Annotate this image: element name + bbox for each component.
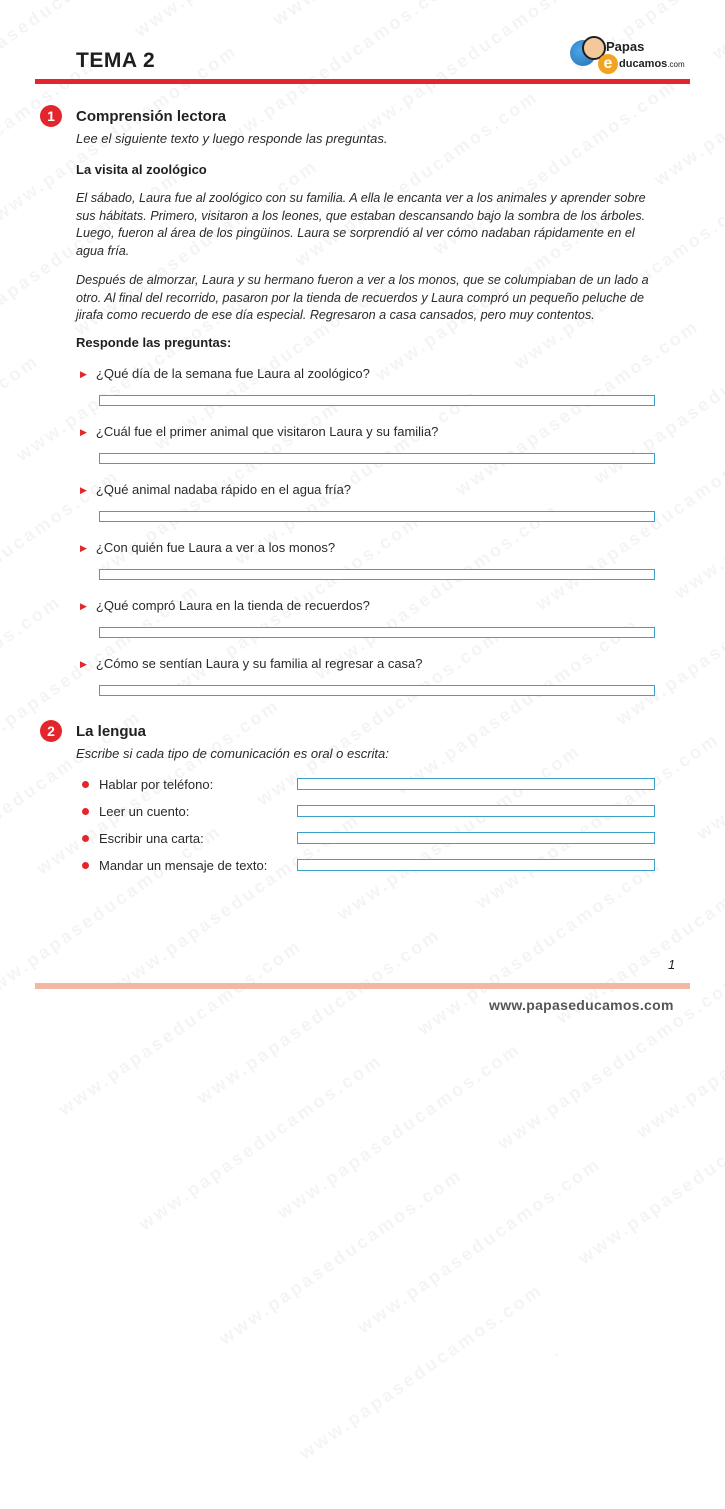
answer-field-5[interactable]	[99, 627, 655, 638]
story-paragraph-1: El sábado, Laura fue al zoológico con su familia. A ella le encanta ver a los animales y aprender sobre sus hábitats. Primero, visitaron a los leones, que estaban descansando bajo la sombra de los árboles. Luego, fueron al área de los pingüinos. Laura se sorprendió al ver cómo nadaban rápidamente en el agua fría.	[76, 191, 646, 258]
triangle-bullet-icon: ▶	[80, 659, 87, 669]
list-item-cuento	[82, 804, 189, 819]
section-number-1: 1	[40, 105, 62, 127]
triangle-bullet-icon: ▶	[80, 601, 87, 611]
list-item-label: Hablar por teléfono:	[99, 777, 214, 792]
story-title: La visita al zoológico	[76, 162, 207, 177]
question-text: ¿Con quién fue Laura a ver a los monos?	[95, 540, 336, 555]
list-item-mensaje	[82, 858, 267, 873]
question-text: ¿Qué compró Laura en la tienda de recuerdos?	[95, 598, 370, 613]
section-title-lengua: La lengua	[76, 723, 147, 740]
header-divider	[35, 79, 690, 84]
logo-com-suffix: .com	[667, 60, 685, 69]
question-text: ¿Qué día de la semana fue Laura al zoológico?	[95, 366, 370, 381]
triangle-bullet-icon: ▶	[80, 543, 87, 553]
footer-url-link[interactable]: www.papaseducamos.com	[489, 997, 674, 1013]
oral-escrita-field-3[interactable]	[297, 832, 655, 844]
section2-instruction: Escribe si cada tipo de comunicación es oral o escrita:	[76, 746, 389, 761]
list-item-label: Leer un cuento:	[99, 804, 190, 819]
questions-heading: Responde las preguntas:	[76, 335, 232, 350]
question-text: ¿Cómo se sentían Laura y su familia al regresar a casa?	[95, 656, 423, 671]
answer-field-3[interactable]	[99, 511, 655, 522]
list-item-label: Escribir una carta:	[99, 831, 204, 846]
logo-e-badge: e	[598, 54, 618, 74]
red-dot-icon	[82, 835, 89, 842]
question-1	[80, 366, 370, 381]
page-title: TEMA 2	[76, 49, 156, 72]
list-item-telefono	[82, 777, 213, 792]
question-6	[80, 656, 423, 671]
answer-field-4[interactable]	[99, 569, 655, 580]
answer-field-1[interactable]	[99, 395, 655, 406]
question-text: ¿Qué animal nadaba rápido en el agua fría?	[95, 482, 352, 497]
list-item-carta	[82, 831, 204, 846]
answer-field-2[interactable]	[99, 453, 655, 464]
page-number: 1	[668, 957, 676, 972]
red-dot-icon	[82, 781, 89, 788]
section-title-comprension: Comprensión lectora	[76, 108, 227, 125]
question-5	[80, 598, 370, 613]
answer-field-6[interactable]	[99, 685, 655, 696]
question-3	[80, 482, 351, 497]
section-number-2: 2	[40, 720, 62, 742]
red-dot-icon	[82, 862, 89, 869]
triangle-bullet-icon: ▶	[80, 485, 87, 495]
oral-escrita-field-1[interactable]	[297, 778, 655, 790]
question-2	[80, 424, 438, 439]
question-4	[80, 540, 335, 555]
logo-educamos-text	[619, 58, 685, 70]
triangle-bullet-icon: ▶	[80, 369, 87, 379]
logo-educamos-word: ducamos	[619, 58, 668, 70]
triangle-bullet-icon: ▶	[80, 427, 87, 437]
list-item-label: Mandar un mensaje de texto:	[99, 858, 268, 873]
papaseducamos-logo[interactable]	[568, 36, 692, 76]
oral-escrita-field-2[interactable]	[297, 805, 655, 817]
footer-divider	[35, 983, 690, 989]
red-dot-icon	[82, 808, 89, 815]
logo-papas-text: Papas	[606, 39, 645, 54]
oral-escrita-field-4[interactable]	[297, 859, 655, 871]
story-paragraph-2: Después de almorzar, Laura y su hermano fueron a ver a los monos, que se columpiaban de un lado a otro. Al final del recorrido, pasaron por la tienda de recuerdos y Laura compró un pequeño peluche de jirafa como recuerdo de ese día especial. Regresaron a casa cansados, pero muy contentos.	[76, 273, 649, 322]
question-text: ¿Cuál fue el primer animal que visitaron Laura y su familia?	[95, 424, 439, 439]
section1-instruction: Lee el siguiente texto y luego responde las preguntas.	[76, 131, 388, 146]
